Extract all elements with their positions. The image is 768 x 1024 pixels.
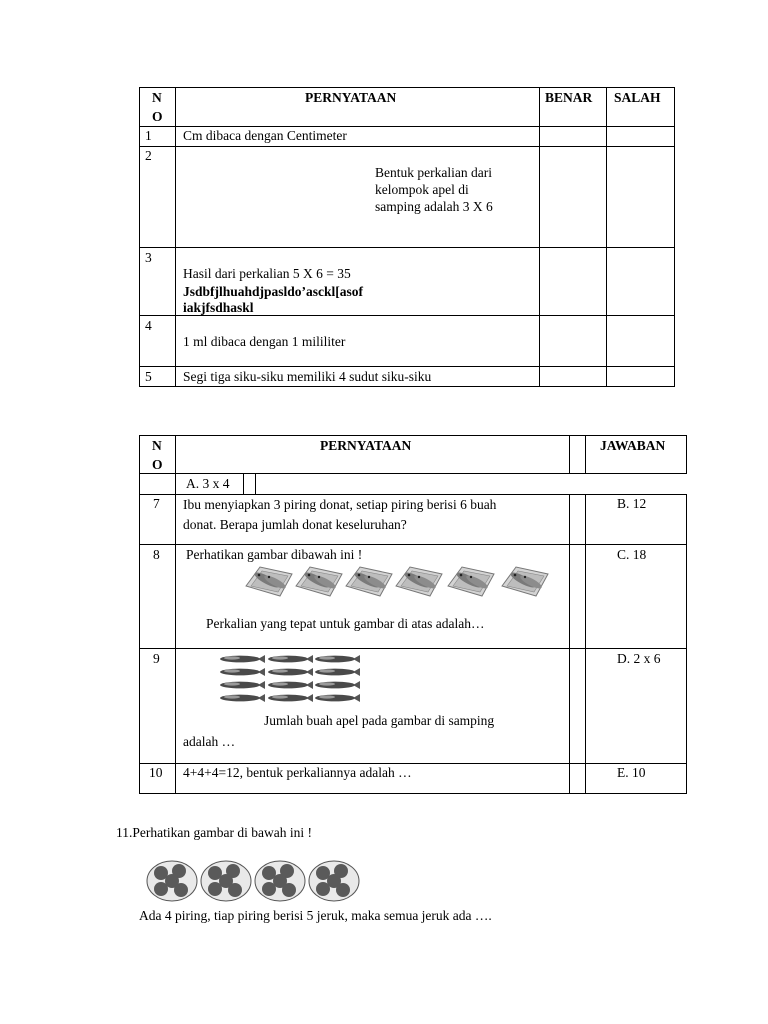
question-11-title: 11.Perhatikan gambar di bawah ini ! [116, 825, 312, 840]
fish-icon [315, 668, 360, 676]
fish-icon [315, 694, 360, 702]
option-a: A. 3 x 4 [186, 476, 230, 491]
row-question-line: Jumlah buah apel pada gambar di samping [264, 713, 495, 728]
table2-row-divider [139, 648, 687, 649]
row-number: 7 [153, 496, 160, 511]
row-number: 9 [153, 651, 160, 666]
row-statement-line: Bentuk perkalian dari [375, 165, 492, 180]
plate-of-oranges-icon [147, 861, 197, 901]
fish-icon [220, 694, 265, 702]
row-question-line: Ibu menyiapkan 3 piring donat, setiap piring berisi 6 buah [183, 497, 497, 512]
fish-icon [315, 681, 360, 689]
fish-icon [268, 655, 313, 663]
row-question-line: adalah … [183, 734, 236, 749]
row-number: 3 [145, 250, 152, 265]
row-number: 2 [145, 148, 152, 163]
row-number: 4 [145, 318, 152, 333]
row-statement-bold-line: iakjfsdhaskl [183, 300, 254, 315]
header-benar: BENAR [545, 90, 593, 105]
fish-icon [268, 694, 313, 702]
table2-col-divider [175, 494, 176, 794]
header-jawaban: JAWABAN [600, 438, 666, 453]
table2-col-divider [175, 435, 176, 474]
answer-option: E. 10 [617, 765, 646, 780]
question-11-text: Ada 4 piring, tiap piring berisi 5 jeruk, maka semua jeruk ada …. [139, 908, 492, 923]
fish-icon [220, 681, 265, 689]
fish-icon [268, 681, 313, 689]
answer-option: C. 18 [617, 547, 647, 562]
plate-of-oranges-icon [255, 861, 305, 901]
plates-image [146, 858, 366, 904]
table1-row-divider [139, 146, 675, 147]
answer-option: B. 12 [617, 496, 647, 511]
plate-of-oranges-icon [309, 861, 359, 901]
fish-icon [220, 655, 265, 663]
row-statement-line: samping adalah 3 X 6 [375, 199, 493, 214]
header-pernyataan: PERNYATAAN [305, 90, 397, 105]
row-number: 5 [145, 369, 152, 384]
table1-row-divider [139, 247, 675, 248]
row-statement: 1 ml dibaca dengan 1 mililiter [183, 334, 346, 349]
fish-pack-icon [246, 567, 292, 596]
option-a-divider [243, 474, 244, 494]
row-question-line: 4+4+4=12, bentuk perkaliannya adalah … [183, 765, 412, 780]
header-no-o: O [152, 457, 163, 472]
row-statement: Segi tiga siku-siku memiliki 4 sudut siku-siku [183, 369, 432, 384]
header-salah: SALAH [614, 90, 661, 105]
option-a-divider [139, 474, 140, 494]
header-no-o: O [152, 109, 163, 124]
table2-col-divider [585, 435, 586, 474]
table2-row-divider [139, 544, 687, 545]
table1-col-divider [539, 87, 540, 387]
fish-icon [220, 668, 265, 676]
header-no-n: N [152, 438, 162, 453]
row-statement-bold-line: Jsdbfjlhuahdjpasldo’asckl[asof [183, 284, 364, 299]
header-no-n: N [152, 90, 162, 105]
option-a-divider [175, 474, 176, 494]
row-question-line: donat. Berapa jumlah donat keseluruhan? [183, 517, 407, 532]
row-number: 10 [149, 765, 163, 780]
table2-col-divider [569, 435, 570, 474]
fish-pack-icon [296, 567, 342, 596]
row-statement-line: kelompok apel di [375, 182, 469, 197]
table1-row-divider [139, 366, 675, 367]
option-a-divider [255, 474, 256, 494]
row-number: 8 [153, 547, 160, 562]
fish-packs-image [232, 560, 557, 612]
fish-pack-icon [502, 567, 548, 596]
fish-icon [315, 655, 360, 663]
row-number: 1 [145, 128, 152, 143]
fish-pack-icon [346, 567, 392, 596]
row-statement: Hasil dari perkalian 5 X 6 = 35 [183, 266, 351, 281]
fish-pack-icon [396, 567, 442, 596]
plate-of-oranges-icon [201, 861, 251, 901]
row-question-line: Perkalian yang tepat untuk gambar di atas adalah… [206, 616, 485, 631]
table2-col-divider [569, 494, 570, 794]
table1-col-divider [606, 87, 607, 387]
fish-rows-image [218, 654, 368, 704]
table1-col-divider [175, 87, 176, 387]
fish-icon [268, 668, 313, 676]
row-question-line: Perhatikan gambar dibawah ini ! [186, 547, 363, 562]
row-statement: Cm dibaca dengan Centimeter [183, 128, 347, 143]
header-pernyataan: PERNYATAAN [320, 438, 412, 453]
fish-pack-icon [448, 567, 494, 596]
table2-col-divider [585, 494, 586, 794]
answer-option: D. 2 x 6 [617, 651, 661, 666]
